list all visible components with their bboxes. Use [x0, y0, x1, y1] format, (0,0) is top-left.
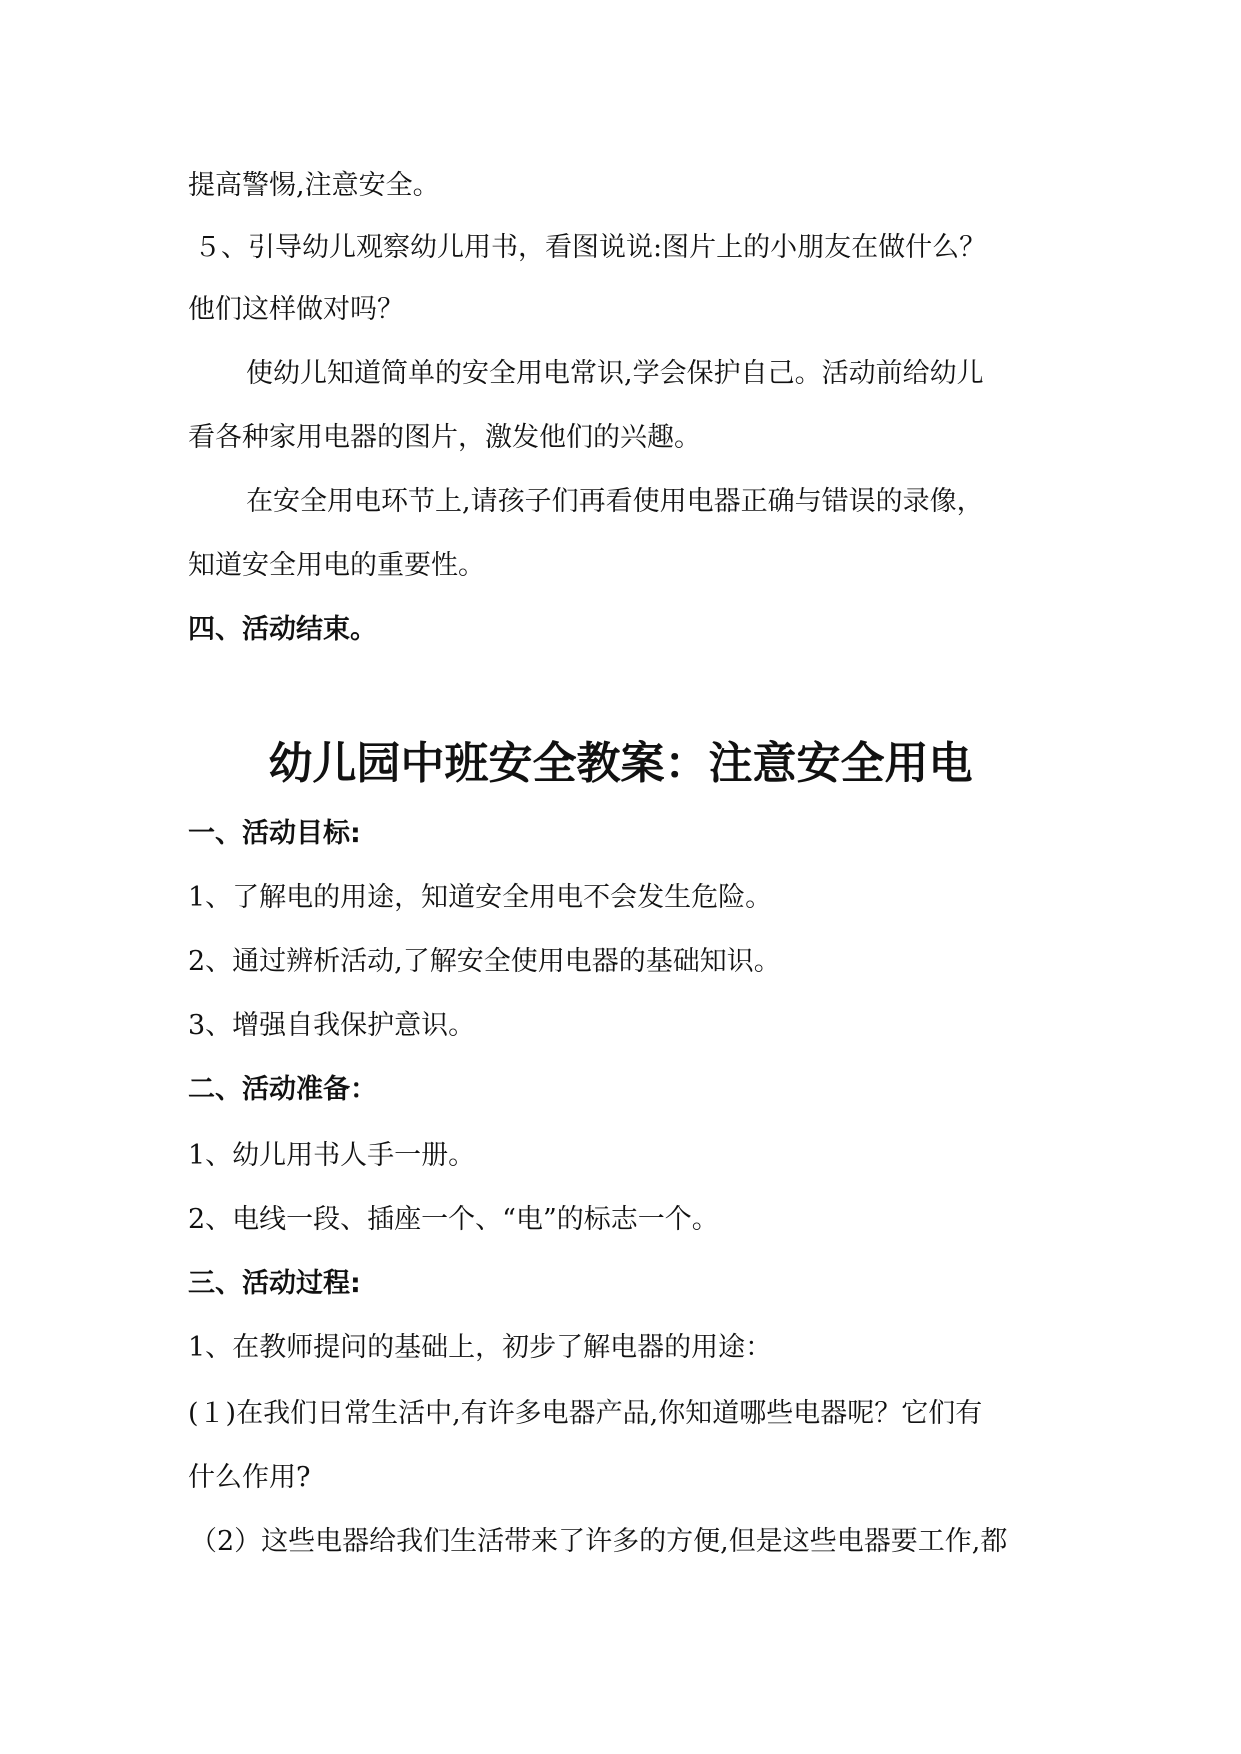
paragraph-line: ５、引导幼儿观察幼儿用书，看图说说:图片上的小朋友在做什么？	[194, 232, 987, 263]
process-item: (１)在我们日常生活中,有许多电器产品,你知道哪些电器呢？它们有	[188, 1398, 983, 1429]
section-heading-goals: 一、活动目标:	[188, 818, 361, 849]
section-heading-process: 三、活动过程:	[188, 1268, 361, 1299]
document-title: 幼儿园中班安全教案：注意安全用电	[268, 738, 973, 789]
paragraph-line: 知道安全用电的重要性。	[188, 550, 485, 581]
process-item: （2）这些电器给我们生活带来了许多的方便,但是这些电器要工作,都	[190, 1526, 1008, 1557]
paragraph-line: 提高警惕,注意安全。	[188, 170, 440, 201]
section-heading-prep: 二、活动准备：	[188, 1074, 377, 1105]
process-item: 什么作用?	[188, 1462, 311, 1493]
paragraph-line: 使幼儿知道简单的安全用电常识,学会保护自己。活动前给幼儿	[246, 358, 984, 389]
prep-item: 2、电线一段、插座一个、“电”的标志一个。	[188, 1204, 719, 1235]
goal-item: 2、通过辨析活动,了解安全使用电器的基础知识。	[188, 946, 781, 977]
goal-item: 1、了解电的用途，知道安全用电不会发生危险。	[188, 882, 773, 913]
paragraph-line: 他们这样做对吗？	[188, 294, 404, 325]
goal-item: 3、增强自我保护意识。	[188, 1010, 476, 1041]
process-item: 1、在教师提问的基础上，初步了解电器的用途：	[188, 1332, 773, 1363]
paragraph-line: 看各种家用电器的图片，激发他们的兴趣。	[188, 422, 701, 453]
section-heading-end: 四、活动结束。	[188, 614, 377, 645]
paragraph-line: 在安全用电环节上,请孩子们再看使用电器正确与错误的录像，	[246, 486, 984, 517]
prep-item: 1、幼儿用书人手一册。	[188, 1140, 476, 1171]
